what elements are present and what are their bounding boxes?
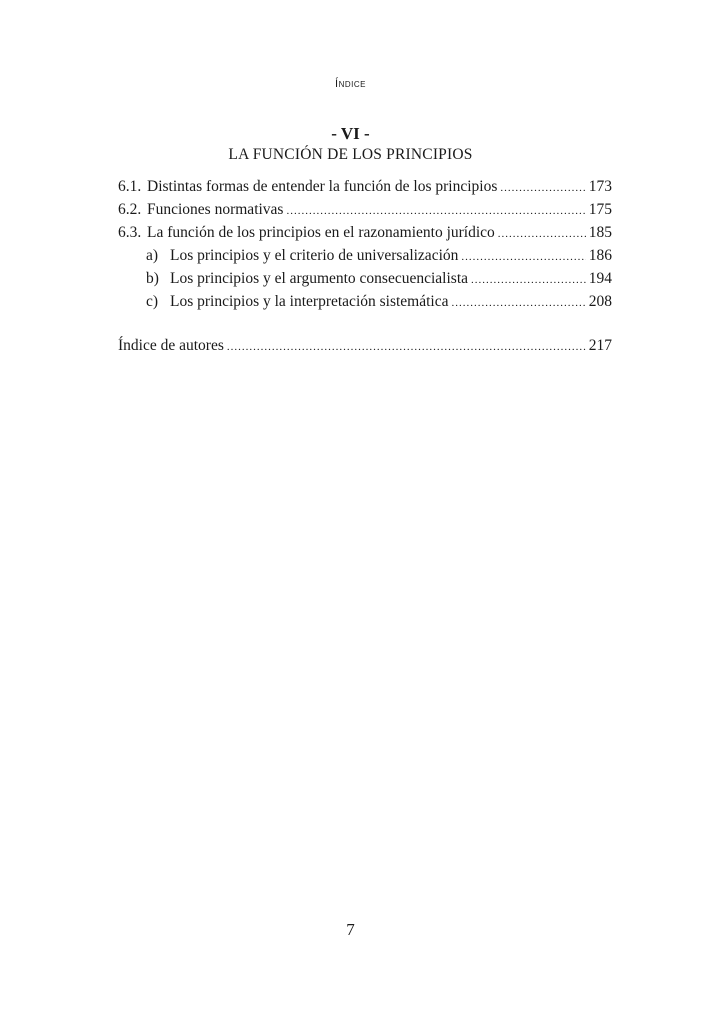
toc-entry-page: 173 — [588, 178, 612, 195]
toc-subentry-c — [118, 291, 612, 314]
running-head: Índice — [335, 78, 366, 90]
toc-entry-page: 186 — [588, 247, 612, 264]
toc-entry-title: Los principios y la interpretación sistemática — [170, 293, 449, 310]
toc-entry-title: La función de los principios en el razonamiento jurídico — [147, 224, 495, 241]
toc-entry-title: Distintas formas de entender la función de los principios — [147, 178, 498, 195]
toc-entry-6-1 — [118, 176, 612, 199]
toc-entry-author-index — [118, 335, 612, 358]
page-number: 7 — [346, 920, 355, 939]
dot-leader — [461, 247, 585, 268]
toc-entry-number: b) — [146, 270, 159, 287]
dot-leader — [471, 270, 586, 291]
toc-entry-page: 175 — [588, 201, 612, 218]
toc-entry-title: Los principios y el criterio de universalización — [170, 247, 459, 264]
chapter-title: LA FUNCIÓN DE LOS PRINCIPIOS — [228, 146, 473, 163]
chapter-number: - VI - — [331, 124, 370, 143]
table-of-contents — [118, 176, 612, 358]
dot-leader — [286, 201, 585, 222]
toc-entry-6-3 — [118, 222, 612, 245]
toc-entry-title: Los principios y el argumento consecuencialista — [170, 270, 469, 287]
toc-entry-number: 6.3. — [118, 224, 142, 241]
dot-leader — [452, 293, 586, 314]
toc-entry-title: Índice de autores — [118, 337, 224, 354]
spacer — [118, 314, 612, 335]
toc-entry-number: 6.2. — [118, 201, 142, 218]
toc-entry-number: 6.1. — [118, 178, 142, 195]
toc-entry-6-2 — [118, 199, 612, 222]
toc-entry-page: 194 — [588, 270, 612, 287]
toc-subentry-b — [118, 268, 612, 291]
toc-subentry-a — [118, 245, 612, 268]
toc-entry-number: c) — [146, 293, 159, 310]
toc-entry-number: a) — [146, 247, 159, 264]
toc-entry-page: 217 — [588, 337, 612, 354]
toc-entry-title: Funciones normativas — [147, 201, 284, 218]
dot-leader — [498, 224, 586, 245]
toc-entry-page: 185 — [588, 224, 612, 241]
dot-leader — [500, 178, 585, 199]
toc-entry-page: 208 — [588, 293, 612, 310]
dot-leader — [227, 337, 586, 358]
